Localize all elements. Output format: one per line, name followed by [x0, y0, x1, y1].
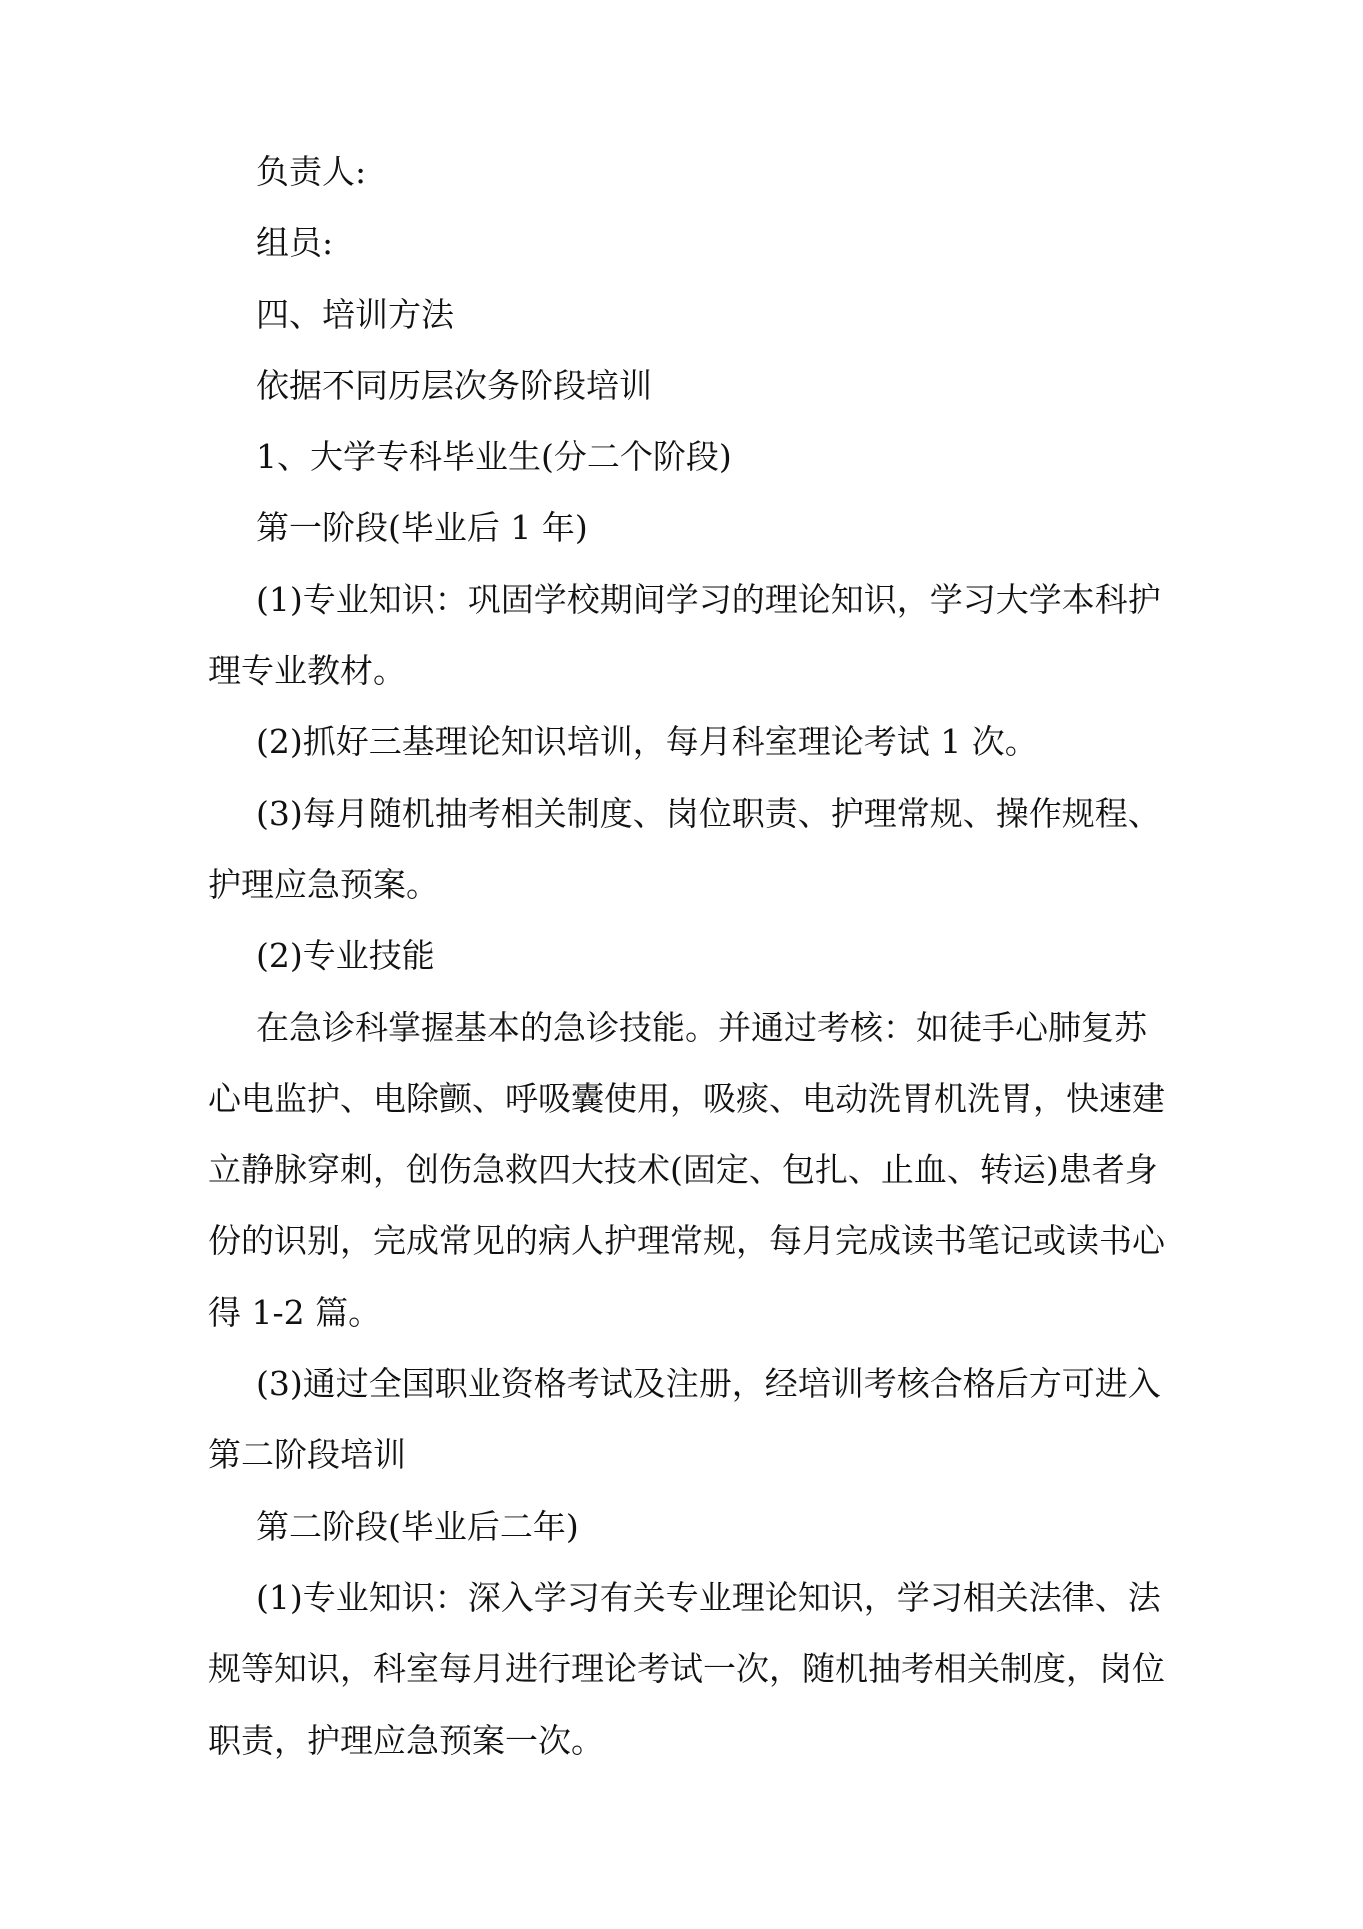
paragraph-emergency-skills: 在急诊科掌握基本的急诊技能。并通过考核：如徒手心肺复苏心电监护、电除颤、呼吸囊使用，吸痰、电动洗胃机洗胃，快速建立静脉穿刺，创伤急救四大技术(固定、包扎、止血、转运)患者身份的识别，完成常见的病人护理常规，每月完成读书笔记或读书心得 1-2 篇。 [208, 1007, 1165, 1332]
section-heading-training-methods: 四、培训方法 [256, 294, 454, 334]
stage-heading-second: 第二阶段(毕业后二年) [256, 1506, 579, 1546]
paragraph-professional-knowledge-1: (1)专业知识：巩固学校期间学习的理论知识，学习大学本科护理专业教材。 [208, 579, 1161, 691]
list-heading-college-graduates: 1、大学专科毕业生(分二个阶段) [256, 437, 732, 477]
stage-heading-first: 第一阶段(毕业后 1 年) [256, 508, 588, 548]
paragraph-team-members: 组员: [256, 223, 334, 263]
paragraph-random-exams: (3)每月随机抽考相关制度、岗位职责、护理常规、操作规程、护理应急预案。 [208, 793, 1161, 904]
paragraph-professional-skills-heading: (2)专业技能 [256, 936, 435, 976]
document-body [208, 136, 1168, 1776]
paragraph-qualification-exam: (3)通过全国职业资格考试及注册，经培训考核合格后方可进入第二阶段培训 [208, 1364, 1161, 1475]
paragraph-training-by-level: 依据不同历层次务阶段培训 [256, 365, 652, 405]
paragraph-three-basics-training: (2)抓好三基理论知识培训，每月科室理论考试 1 次。 [256, 722, 1038, 762]
paragraph-professional-knowledge-2: (1)专业知识：深入学习有关专业理论知识，学习相关法律、法规等知识，科室每月进行理论考试一次，随机抽考相关制度，岗位职责，护理应急预案一次。 [208, 1577, 1165, 1760]
paragraph-responsible-person: 负责人: [256, 152, 367, 191]
